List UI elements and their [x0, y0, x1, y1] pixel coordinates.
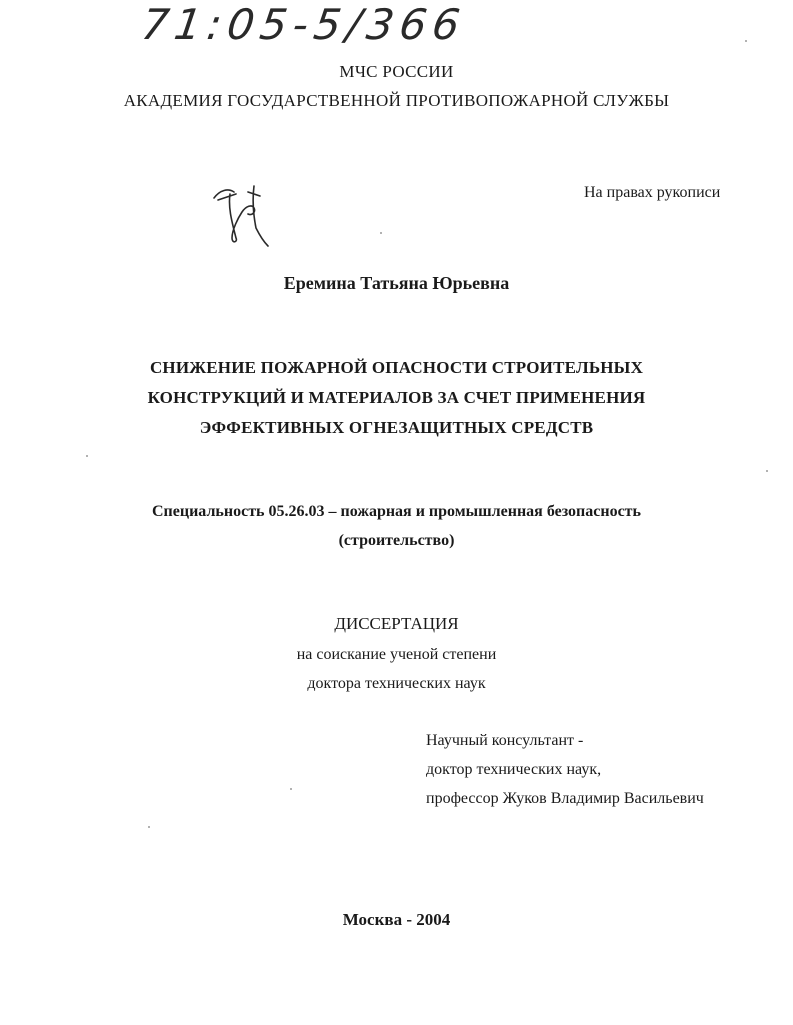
author-name: Еремина Татьяна Юрьевна — [283, 273, 510, 293]
ministry-name: МЧС РОССИИ — [339, 62, 454, 81]
specialty-line: Специальность 05.26.03 – пожарная и промышленная безопасность — [151, 503, 641, 520]
scan-speck — [290, 788, 292, 790]
archive-code-handwritten: 71:05-5/366 — [138, 0, 469, 49]
thesis-title-line: ЭФФЕКТИВНЫХ ОГНЕЗАЩИТНЫХ СРЕДСТВ — [199, 418, 594, 437]
scan-speck — [86, 455, 88, 457]
scan-speck — [766, 470, 768, 472]
degree-line: на соискание ученой степени — [296, 646, 497, 663]
academy-name: АКАДЕМИЯ ГОСУДАРСТВЕННОЙ ПРОТИВОПОЖАРНОЙ СЛУЖБЫ — [123, 91, 670, 110]
specialty-line: (строительство) — [338, 532, 455, 549]
scan-speck — [745, 40, 747, 42]
thesis-title-line: СНИЖЕНИЕ ПОЖАРНОЙ ОПАСНОСТИ СТРОИТЕЛЬНЫХ — [149, 358, 644, 377]
advisor-line: Научный консультант - — [426, 732, 584, 749]
signature-mark — [208, 178, 274, 248]
manuscript-rights-note: На правах рукописи — [584, 184, 721, 201]
dissertation-label: ДИССЕРТАЦИЯ — [334, 614, 459, 633]
scan-speck — [148, 826, 150, 828]
city-year: Москва - 2004 — [342, 910, 451, 929]
scan-speck — [380, 232, 382, 234]
advisor-line: доктор технических наук, — [426, 761, 602, 778]
advisor-line: профессор Жуков Владимир Васильевич — [426, 790, 704, 807]
thesis-title-line: КОНСТРУКЦИЙ И МАТЕРИАЛОВ ЗА СЧЕТ ПРИМЕНЕНИЯ — [147, 388, 646, 407]
degree-line: доктора технических наук — [307, 675, 486, 692]
